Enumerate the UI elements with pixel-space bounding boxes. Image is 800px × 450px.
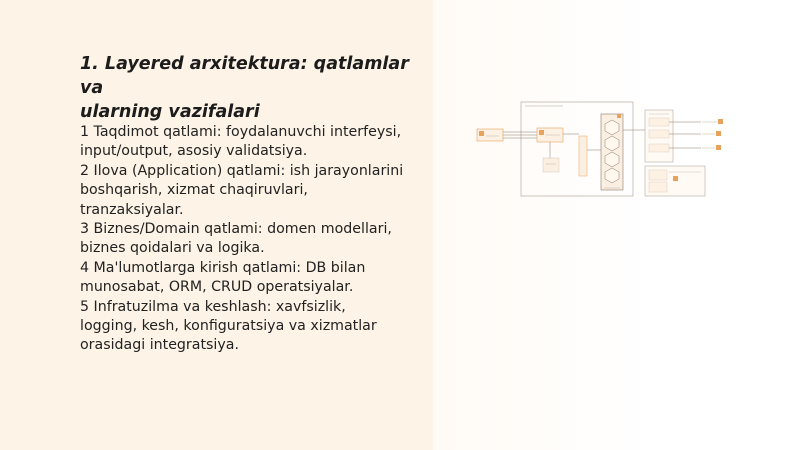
right-panel bbox=[433, 0, 800, 450]
gear-icon bbox=[539, 130, 544, 135]
body-line: orasidagi integratsiya. bbox=[80, 337, 239, 354]
body-line: input/output, asosiy validatsiya. bbox=[80, 143, 308, 160]
output-icon bbox=[716, 131, 721, 136]
infra-item bbox=[649, 170, 667, 180]
side-strip-node bbox=[579, 136, 587, 176]
stack-icon bbox=[617, 114, 621, 118]
body-line: 2 Ilova (Application) qatlami: ish jarayonlarini bbox=[80, 162, 404, 179]
title-line-1: 1. Layered arxitektura: qatlamlar va bbox=[80, 54, 409, 98]
body-line: munosabat, ORM, CRUD operatsiyalar. bbox=[80, 279, 354, 296]
service-item bbox=[649, 118, 669, 126]
body-line: 5 Infratuzilma va keshlash: xavfsizlik, bbox=[80, 298, 346, 315]
service-item bbox=[649, 144, 669, 152]
store-node bbox=[543, 158, 559, 172]
body-line: logging, kesh, konfiguratsiya va xizmatlar bbox=[80, 318, 377, 335]
body-line: 4 Ma'lumotlarga kirish qatlami: DB bilan bbox=[80, 259, 366, 276]
body-line: 3 Biznes/Domain qatlami: domen modellari, bbox=[80, 221, 392, 238]
cache-icon bbox=[673, 176, 678, 181]
body-line: tranzaksiyalar. bbox=[80, 201, 184, 218]
title-line-2: ularning vazifalari bbox=[80, 102, 260, 122]
architecture-diagram bbox=[473, 100, 728, 200]
output-icon bbox=[718, 119, 723, 124]
body-line: boshqarish, xizmat chaqiruvlari, bbox=[80, 182, 308, 199]
slide-body bbox=[80, 123, 425, 356]
output-icon bbox=[716, 145, 721, 150]
infra-item bbox=[649, 182, 667, 192]
body-line: 1 Taqdimot qatlami: foydalanuvchi interfeysi, bbox=[80, 124, 402, 140]
slide-title bbox=[80, 52, 425, 124]
service-item bbox=[649, 130, 669, 138]
client-icon bbox=[479, 131, 484, 136]
body-line: biznes qoidalari va logika. bbox=[80, 240, 265, 257]
